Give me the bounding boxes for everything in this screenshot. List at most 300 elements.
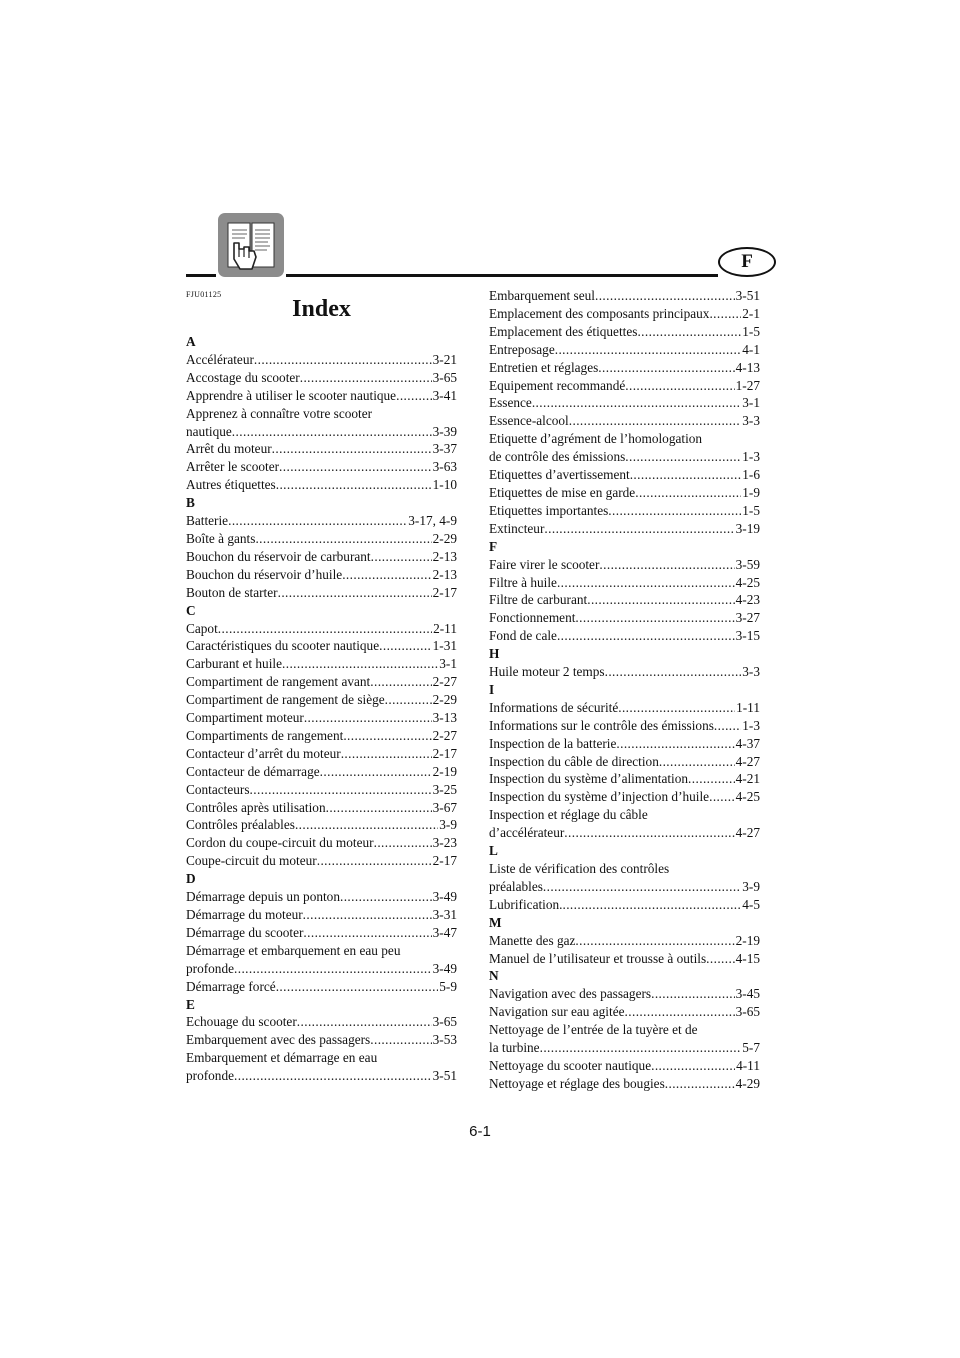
index-entry bbox=[186, 673, 457, 691]
dot-leader bbox=[706, 950, 734, 968]
index-entry bbox=[489, 985, 760, 1003]
index-entry-text: Démarrage forcé bbox=[186, 978, 276, 994]
dot-leader bbox=[659, 753, 735, 771]
index-entry bbox=[489, 430, 760, 466]
index-entry-text: Coupe-circuit du moteur bbox=[186, 853, 317, 869]
dot-leader bbox=[599, 556, 734, 574]
dot-leader bbox=[278, 584, 432, 602]
index-entry-page: 3-15 bbox=[735, 628, 760, 644]
index-entry-text: Inspection du câble de direction bbox=[489, 753, 659, 769]
index-entry bbox=[489, 717, 760, 735]
index-entry-page: 2-13 bbox=[432, 566, 457, 582]
index-entry-page: 3-3 bbox=[742, 413, 760, 429]
index-entry-page: 3-63 bbox=[432, 459, 457, 475]
index-entry-page: 3-17, 4-9 bbox=[408, 513, 457, 529]
index-entry bbox=[186, 763, 457, 781]
index-entry-text: Accélérateur bbox=[186, 351, 254, 367]
index-entry-text: Etiquettes d’avertissement bbox=[489, 467, 630, 483]
index-letter-heading: A bbox=[186, 334, 196, 349]
index-entry-text: Entretien et réglages bbox=[489, 359, 599, 375]
index-entry-page: 1-9 bbox=[742, 484, 760, 500]
index-entry-text: Lubrification. bbox=[489, 896, 563, 912]
index-entry bbox=[186, 620, 457, 638]
index-entry bbox=[186, 351, 457, 369]
index-entry bbox=[489, 556, 760, 574]
index-entry-page: 1-31 bbox=[432, 638, 457, 654]
index-entry-page: 4-13 bbox=[735, 359, 760, 375]
dot-leader bbox=[326, 799, 432, 817]
index-entry-text: Nettoyage et réglage des bougies bbox=[489, 1075, 665, 1091]
index-entry-text: Arrêter le scooter bbox=[186, 459, 280, 475]
index-entry-page: 2-13 bbox=[432, 548, 457, 564]
index-entry-text: Caractéristiques du scooter nautique bbox=[186, 638, 380, 654]
index-entry-text: Filtre à huile bbox=[489, 574, 557, 590]
index-entry-page: 4-27 bbox=[735, 753, 760, 769]
index-entry-page: 2-17 bbox=[432, 745, 457, 761]
index-letter-heading: H bbox=[489, 646, 500, 662]
index-letter-heading: L bbox=[489, 843, 498, 859]
dot-leader bbox=[272, 440, 432, 458]
dot-leader bbox=[343, 727, 431, 745]
index-entry bbox=[186, 440, 457, 458]
manual-reading-hand-icon bbox=[218, 213, 284, 277]
index-entry-text: Arrêt du moteur bbox=[186, 441, 272, 457]
index-entry-page: 2-19 bbox=[735, 932, 760, 948]
index-entry bbox=[186, 906, 457, 924]
index-entry bbox=[186, 888, 457, 906]
index-entry-text: Cordon du coupe-circuit du moteur bbox=[186, 835, 374, 851]
index-entry bbox=[186, 369, 457, 387]
dot-leader bbox=[618, 699, 735, 717]
index-entry-page: 2-11 bbox=[433, 620, 457, 636]
index-entry-text: Filtre de carburant bbox=[489, 592, 588, 608]
dot-leader bbox=[532, 394, 741, 412]
page-number: 6-1 bbox=[469, 1123, 491, 1140]
index-entry bbox=[489, 287, 760, 305]
index-entry-text: profonde bbox=[186, 1068, 234, 1084]
dot-leader bbox=[218, 620, 432, 638]
index-entry-text: Embarquement avec des passagers bbox=[186, 1032, 371, 1048]
index-entry bbox=[489, 699, 760, 717]
dot-leader bbox=[555, 341, 742, 359]
index-entry-text: d’accélérateur bbox=[489, 825, 565, 841]
index-entry bbox=[186, 834, 457, 852]
index-entry-text: préalables bbox=[489, 878, 543, 894]
index-entry-text: Essence-alcool bbox=[489, 413, 569, 429]
index-entry bbox=[186, 566, 457, 584]
index-entry bbox=[186, 548, 457, 566]
index-entry-text: Equipement recommandé bbox=[489, 377, 626, 393]
dot-leader bbox=[587, 591, 734, 609]
index-entry-page: 1-6 bbox=[742, 467, 760, 483]
dot-leader bbox=[370, 1031, 431, 1049]
index-entry-text: Inspection du système d’alimentation bbox=[489, 771, 689, 787]
index-entry bbox=[489, 806, 760, 842]
index-entry-page: 4-29 bbox=[735, 1075, 760, 1091]
index-entry-text-line: Démarrage et embarquement en eau peu bbox=[186, 942, 401, 958]
index-entry-text-line: Apprenez à connaître votre scooter bbox=[186, 405, 373, 421]
index-entry-page: 1-3 bbox=[742, 449, 760, 465]
dot-leader bbox=[557, 574, 735, 592]
dot-leader bbox=[557, 627, 735, 645]
index-entry-text-line: Liste de vérification des contrôles bbox=[489, 861, 670, 876]
index-entry-text: profonde bbox=[186, 960, 234, 976]
index-entry bbox=[489, 753, 760, 771]
index-entry bbox=[186, 799, 457, 817]
language-badge: F bbox=[718, 247, 776, 277]
dot-leader bbox=[255, 530, 431, 548]
dot-leader bbox=[688, 770, 735, 788]
dot-leader bbox=[254, 351, 432, 369]
index-entry bbox=[489, 305, 760, 323]
index-entry bbox=[186, 727, 457, 745]
index-entry-page: 3-51 bbox=[432, 1068, 457, 1084]
dot-leader bbox=[575, 932, 734, 950]
index-entry-page: 4-27 bbox=[735, 825, 760, 841]
index-entry-text: Extincteur bbox=[489, 520, 545, 536]
index-entry-page: 4-37 bbox=[735, 735, 760, 751]
index-letter-heading: B bbox=[186, 495, 195, 511]
index-entry-text: Boîte à gants bbox=[186, 530, 256, 546]
dot-leader bbox=[295, 816, 438, 834]
dot-leader bbox=[543, 878, 741, 896]
dot-leader bbox=[665, 1075, 735, 1093]
index-entry bbox=[489, 412, 760, 430]
index-entry-page: 3-47 bbox=[432, 924, 457, 940]
index-entry-page: 3-65 bbox=[432, 369, 457, 385]
index-entry-text: la turbine bbox=[489, 1040, 540, 1056]
dot-leader bbox=[605, 663, 742, 681]
index-entry-text: Compartiment moteur bbox=[186, 710, 304, 726]
dot-leader bbox=[304, 709, 432, 727]
dot-leader bbox=[250, 781, 432, 799]
index-entry-page: 3-65 bbox=[735, 1004, 760, 1020]
dot-leader bbox=[709, 305, 741, 323]
index-entry bbox=[489, 627, 760, 645]
index-entry-text: Etiquettes de mise en garde bbox=[489, 484, 636, 500]
dot-leader bbox=[303, 924, 431, 942]
index-entry bbox=[186, 637, 457, 655]
index-entry bbox=[489, 466, 760, 484]
index-entry-text: Contrôles après utilisation bbox=[186, 799, 326, 815]
index-entry-page: 4-5 bbox=[742, 896, 760, 912]
dot-leader bbox=[635, 484, 741, 502]
index-entry bbox=[489, 377, 760, 395]
index-entry-text: Informations sur le contrôle des émissions bbox=[489, 717, 714, 733]
dot-leader bbox=[317, 852, 432, 870]
index-entry-page: 3-49 bbox=[432, 889, 457, 905]
index-entry-page: 3-25 bbox=[432, 781, 457, 797]
index-entry-text: Inspection de la batterie bbox=[489, 735, 617, 751]
index-entry-page: 4-23 bbox=[735, 592, 760, 608]
index-entry-text: Manette des gaz bbox=[489, 932, 576, 948]
dot-leader bbox=[371, 548, 432, 566]
index-entry-text: Batterie bbox=[186, 513, 229, 529]
index-entry-text: Démarrage du moteur bbox=[186, 907, 303, 922]
header-rule bbox=[286, 274, 718, 277]
index-entry bbox=[186, 405, 457, 441]
dot-leader bbox=[374, 834, 432, 852]
index-entry-page: 3-67 bbox=[432, 799, 457, 815]
index-entry-page: 4-21 bbox=[735, 771, 760, 787]
index-entry bbox=[489, 788, 760, 806]
index-letter-heading: M bbox=[489, 914, 502, 930]
index-entry-page: 3-13 bbox=[432, 710, 457, 726]
dot-leader bbox=[608, 502, 741, 520]
index-entry-text: Echouage du scooter bbox=[186, 1014, 297, 1030]
dot-leader bbox=[234, 1067, 432, 1085]
index-entry-text: nautique bbox=[186, 423, 232, 439]
index-entry bbox=[489, 341, 760, 359]
index-entry bbox=[489, 574, 760, 592]
index-entry-text: Démarrage du scooter bbox=[186, 924, 304, 940]
index-entry-text: Compartiments de rangement bbox=[186, 727, 344, 743]
index-entry-page: 3-9 bbox=[439, 817, 457, 833]
index-entry-text: Bouton de starter bbox=[186, 584, 278, 600]
index-entry bbox=[489, 394, 760, 412]
index-entry-page: 2-27 bbox=[432, 674, 457, 690]
index-entry-text: Nettoyage du scooter nautique bbox=[489, 1057, 652, 1073]
page-title: Index bbox=[292, 296, 351, 322]
index-letter-heading: I bbox=[489, 681, 495, 697]
index-entry-text: Apprendre à utiliser le scooter nautique bbox=[186, 387, 397, 403]
index-entry bbox=[186, 584, 457, 602]
index-entry-text-line: Etiquette d’agrément de l’homologation bbox=[489, 431, 703, 447]
index-entry bbox=[186, 978, 457, 996]
dot-leader bbox=[396, 387, 432, 405]
index-entry bbox=[489, 484, 760, 502]
header-rule bbox=[186, 274, 216, 277]
index-entry-text: Contacteurs bbox=[186, 781, 250, 797]
dot-leader bbox=[341, 745, 432, 763]
index-entry-text: Accostage du scooter bbox=[186, 369, 300, 385]
index-entry-page: 3-1 bbox=[439, 656, 457, 672]
index-entry-text: Fonctionnement bbox=[489, 610, 576, 626]
index-entry-page: 2-19 bbox=[432, 763, 457, 779]
dot-leader bbox=[595, 287, 735, 305]
dot-leader bbox=[709, 788, 735, 806]
index-entry-page: 3-65 bbox=[432, 1014, 457, 1030]
index-entry-page: 3-37 bbox=[432, 441, 457, 457]
index-entry-text-line: Nettoyage de l’entrée de la tuyère et de bbox=[489, 1022, 698, 1038]
index-entry-text: Compartiment de rangement avant bbox=[186, 674, 371, 690]
index-entry-text: de contrôle des émissions bbox=[489, 449, 626, 465]
index-entry-page: 3-59 bbox=[735, 556, 760, 572]
dot-leader bbox=[562, 896, 741, 914]
index-entry-page: 1-3 bbox=[742, 717, 760, 733]
index-entry bbox=[186, 781, 457, 799]
dot-leader bbox=[616, 735, 734, 753]
index-entry-text: Capot bbox=[186, 620, 218, 636]
index-entry bbox=[489, 502, 760, 520]
index-entry-text: Entreposage bbox=[489, 341, 555, 357]
index-entry bbox=[186, 512, 457, 530]
index-entry-page: 4-25 bbox=[735, 789, 760, 805]
index-entry-text: Emplacement des étiquettes bbox=[489, 323, 638, 339]
index-entry bbox=[186, 816, 457, 834]
index-entry-page: 3-49 bbox=[432, 960, 457, 976]
index-entry bbox=[186, 1013, 457, 1031]
dot-leader bbox=[282, 655, 438, 673]
index-entry bbox=[489, 770, 760, 788]
index-entry bbox=[489, 860, 760, 896]
index-entry-page: 1-5 bbox=[742, 502, 760, 518]
index-entry-text: Autres étiquettes bbox=[186, 477, 276, 493]
index-entry-page: 2-1 bbox=[742, 305, 760, 321]
index-letter-heading: C bbox=[186, 602, 196, 618]
index-entry-page: 1-10 bbox=[432, 477, 457, 493]
dot-leader bbox=[637, 323, 741, 341]
dot-leader bbox=[228, 512, 407, 530]
index-letter-heading: E bbox=[186, 996, 195, 1012]
index-entry bbox=[186, 1031, 457, 1049]
index-entry-page: 2-29 bbox=[432, 692, 457, 708]
index-entry-page: 1-27 bbox=[735, 377, 760, 393]
index-entry-text: Inspection du système d’injection d’huile bbox=[489, 789, 710, 805]
index-entry bbox=[186, 458, 457, 476]
index-entry-page: 2-17 bbox=[432, 853, 457, 869]
index-entry-text: Navigation sur eau agitée bbox=[489, 1004, 625, 1020]
index-entry-text: Contacteur d’arrêt du moteur bbox=[186, 745, 341, 761]
index-entry-page: 3-51 bbox=[735, 288, 760, 303]
index-entry bbox=[186, 655, 457, 673]
index-entry-text: Carburant et huile bbox=[186, 656, 282, 672]
index-column-right bbox=[489, 287, 760, 1093]
reference-code: FJU01125 bbox=[186, 290, 222, 299]
index-entry-text: Navigation avec des passagers bbox=[489, 986, 652, 1002]
index-entry bbox=[186, 942, 457, 978]
index-entry bbox=[489, 735, 760, 753]
index-entry-page: 1-5 bbox=[742, 323, 760, 339]
index-entry-text: Fond de cale bbox=[489, 628, 557, 644]
index-entry-page: 2-17 bbox=[432, 584, 457, 600]
dot-leader bbox=[564, 824, 734, 842]
index-entry-page: 5-9 bbox=[439, 978, 457, 994]
index-entry bbox=[186, 745, 457, 763]
dot-leader bbox=[651, 1057, 735, 1075]
dot-leader bbox=[370, 673, 431, 691]
index-entry-text: Emplacement des composants principaux bbox=[489, 305, 710, 321]
index-entry bbox=[489, 520, 760, 538]
index-entry bbox=[186, 530, 457, 548]
index-entry bbox=[489, 663, 760, 681]
index-entry-page: 3-23 bbox=[432, 835, 457, 851]
index-entry-page: 3-19 bbox=[735, 520, 760, 536]
dot-leader bbox=[232, 423, 432, 441]
index-letter-heading: N bbox=[489, 968, 499, 984]
index-entry-text: Bouchon du réservoir d’huile bbox=[186, 566, 343, 582]
dot-leader bbox=[544, 520, 734, 538]
dot-leader bbox=[379, 637, 432, 655]
dot-leader bbox=[714, 717, 741, 735]
index-entry-text: Faire virer le scooter bbox=[489, 556, 600, 572]
index-entry-text: Contacteur de démarrage bbox=[186, 763, 320, 779]
index-entry-page: 4-11 bbox=[736, 1057, 760, 1073]
dot-leader bbox=[342, 566, 431, 584]
dot-leader bbox=[598, 359, 734, 377]
index-entry bbox=[489, 591, 760, 609]
index-entry-page: 4-15 bbox=[735, 950, 760, 966]
dot-leader bbox=[340, 888, 432, 906]
index-entry-page: 3-21 bbox=[432, 351, 457, 367]
index-entry bbox=[186, 924, 457, 942]
index-entry-text: Bouchon du réservoir de carburant bbox=[186, 548, 371, 564]
index-entry bbox=[489, 1003, 760, 1021]
dot-leader bbox=[276, 476, 432, 494]
index-entry bbox=[489, 609, 760, 627]
dot-leader bbox=[569, 412, 742, 430]
index-entry bbox=[186, 691, 457, 709]
index-entry-text: Contrôles préalables bbox=[186, 817, 295, 833]
dot-leader bbox=[385, 691, 432, 709]
index-entry-text-line: Embarquement et démarrage en eau bbox=[186, 1050, 378, 1066]
index-entry-text: Etiquettes importantes bbox=[489, 502, 609, 518]
index-entry-page: 2-29 bbox=[432, 530, 457, 546]
dot-leader bbox=[297, 1013, 432, 1031]
dot-leader bbox=[279, 458, 432, 476]
dot-leader bbox=[540, 1039, 742, 1057]
index-entry-page: 1-11 bbox=[736, 699, 760, 715]
index-entry bbox=[186, 476, 457, 494]
index-entry bbox=[186, 709, 457, 727]
index-entry bbox=[489, 323, 760, 341]
index-entry-page: 5-7 bbox=[742, 1040, 760, 1056]
index-entry-page: 3-45 bbox=[735, 986, 760, 1002]
dot-leader bbox=[575, 609, 734, 627]
index-letter-heading: D bbox=[186, 871, 196, 887]
index-entry bbox=[489, 1075, 760, 1093]
dot-leader bbox=[303, 906, 432, 924]
index-entry bbox=[186, 387, 457, 405]
index-entry-page: 3-39 bbox=[432, 423, 457, 439]
index-entry-page: 3-3 bbox=[742, 664, 760, 680]
index-entry-text-line: Inspection et réglage du câble bbox=[489, 807, 648, 823]
dot-leader bbox=[625, 448, 741, 466]
index-entry-page: 3-41 bbox=[432, 387, 457, 403]
index-entry-text: Démarrage depuis un ponton bbox=[186, 889, 340, 905]
dot-leader bbox=[234, 960, 432, 978]
index-entry-page: 3-27 bbox=[735, 610, 760, 626]
index-entry bbox=[489, 1057, 760, 1075]
index-entry bbox=[489, 1021, 760, 1057]
index-letter-heading: F bbox=[489, 538, 498, 554]
dot-leader bbox=[651, 985, 735, 1003]
dot-leader bbox=[300, 369, 432, 387]
index-entry-text: Huile moteur 2 temps bbox=[489, 664, 605, 680]
index-entry-page: 3-9 bbox=[742, 878, 760, 894]
index-entry-page: 4-1 bbox=[742, 341, 760, 357]
dot-leader bbox=[625, 377, 734, 395]
index-entry bbox=[489, 359, 760, 377]
index-entry-page: 2-27 bbox=[432, 727, 457, 743]
index-entry-page: 3-1 bbox=[742, 395, 760, 411]
index-entry-text: Informations de sécurité bbox=[489, 699, 619, 715]
dot-leader bbox=[625, 1003, 735, 1021]
index-entry-text: Essence bbox=[489, 395, 532, 411]
dot-leader bbox=[320, 763, 432, 781]
dot-leader bbox=[276, 978, 439, 996]
index-column-left bbox=[186, 333, 457, 1085]
index-entry bbox=[186, 852, 457, 870]
dot-leader bbox=[630, 466, 742, 484]
index-entry-page: 3-53 bbox=[432, 1032, 457, 1048]
index-entry-page: 3-31 bbox=[432, 907, 457, 922]
index-entry bbox=[489, 950, 760, 968]
index-entry bbox=[186, 1049, 457, 1085]
index-entry-text: Embarquement seul bbox=[489, 288, 595, 303]
index-entry-text: Compartiment de rangement de siège bbox=[186, 692, 385, 708]
index-entry-text: Manuel de l’utilisateur et trousse à outils bbox=[489, 950, 707, 966]
